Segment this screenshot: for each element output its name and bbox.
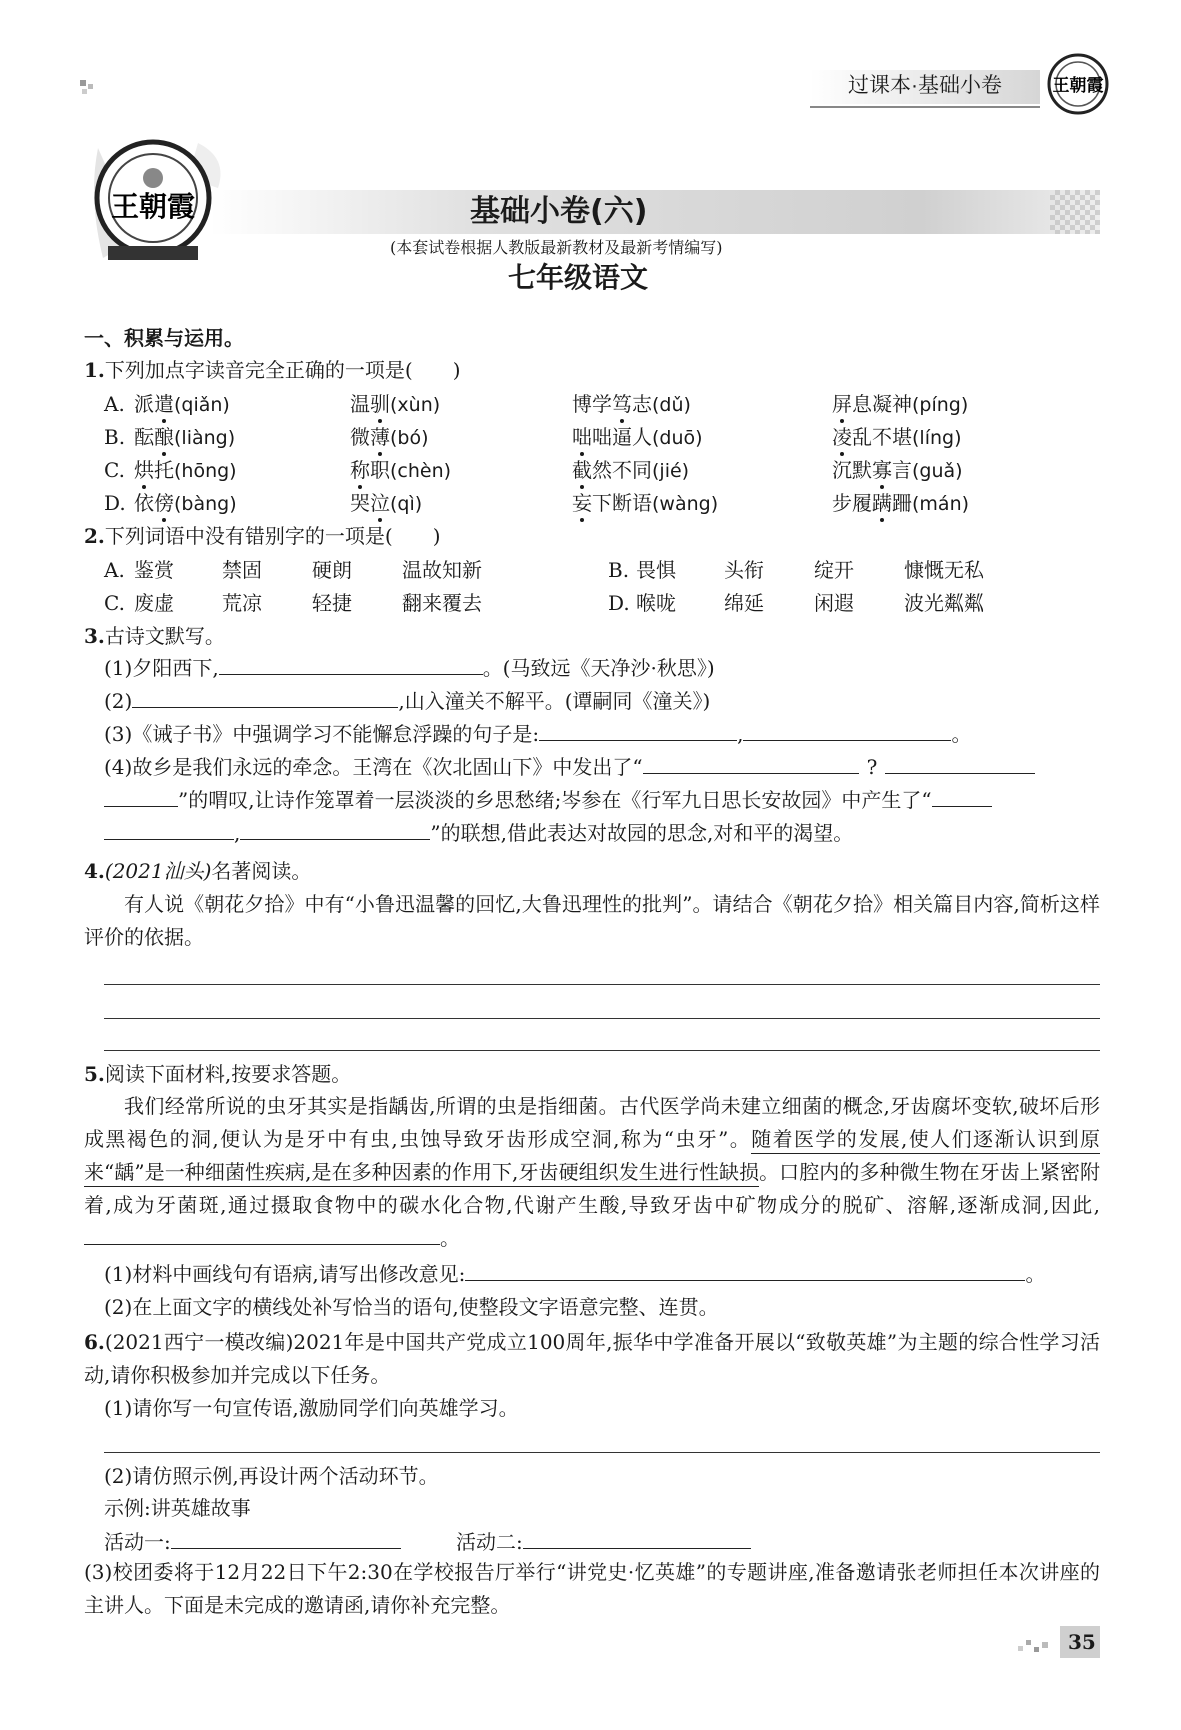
title-main: 基础小卷(六) — [470, 194, 648, 229]
section-heading: 一、积累与运用。 — [84, 326, 244, 350]
q2-word: 头衔 — [724, 558, 764, 582]
q1-word-item: 哭泣(qì) — [350, 491, 423, 515]
q2-number: 2. — [84, 524, 105, 548]
q6-stem — [84, 1326, 1100, 1392]
q3-stem — [84, 624, 225, 648]
q1-word-item: 微薄(bó) — [350, 425, 429, 449]
title-grade-subject: 七年级语文 — [508, 261, 649, 294]
dotted-char: 傍 — [154, 491, 174, 515]
q3-sub4-suffix: ”的联想,借此表达对故园的思念,对和平的渴望。 — [430, 821, 854, 845]
q6-sub1-answer-line[interactable] — [104, 1452, 1100, 1453]
q2-option-label[interactable]: B. — [608, 558, 630, 582]
q3-number: 3. — [84, 624, 105, 648]
q3-sub2-prefix: (2) — [104, 689, 133, 713]
dotted-char: 遣 — [154, 392, 174, 416]
pinyin: (liàng) — [174, 427, 236, 449]
q2-stem — [84, 524, 441, 548]
q5-sub2: (2)在上面文字的横线处补写恰当的语句,使整段文字语意完整、连贯。 — [104, 1295, 719, 1319]
q6-number: 6. — [84, 1330, 105, 1354]
q1-word-item: 依傍(bàng) — [134, 491, 237, 515]
pinyin: (bó) — [390, 427, 429, 449]
q1-word-item: 温驯(xùn) — [350, 392, 441, 416]
q3-sub1-blank[interactable] — [219, 656, 483, 675]
q3-sub4-prefix: (4)故乡是我们永远的牵念。王湾在《次北固山下》中发出了“ — [104, 755, 643, 779]
q6-activity-1 — [104, 1530, 401, 1554]
footer-deco — [1018, 1638, 1054, 1654]
q3-sub3-prefix: (3)《诫子书》中强调学习不能懈怠浮躁的句子是: — [104, 722, 540, 746]
q3-sub1-prefix: (1)夕阳西下, — [104, 656, 219, 680]
q6-activity-1-blank[interactable] — [171, 1530, 401, 1549]
dotted-char: 屏 — [832, 392, 852, 416]
q5-passage — [84, 1090, 1100, 1255]
pinyin: (hōng) — [174, 460, 237, 482]
q5-sub1-text: (1)材料中画线句有语病,请写出修改意见: — [104, 1262, 466, 1286]
q1-option-label[interactable]: C. — [104, 458, 125, 482]
pinyin: (qiǎn) — [174, 394, 230, 416]
q1-option-label[interactable]: A. — [104, 392, 125, 416]
q1-word-item: 博学笃志(dǔ) — [572, 392, 691, 416]
q4-answer-line-2[interactable] — [104, 1018, 1100, 1019]
q2-option-label[interactable]: A. — [104, 558, 125, 582]
page-number: 35 — [1068, 1630, 1096, 1654]
q3-sub4-line3 — [104, 821, 853, 845]
brand-logo-text: 王朝霞 — [110, 190, 196, 223]
q2-word: 闲遐 — [814, 591, 854, 615]
q3-sub4-comma: , — [234, 821, 241, 845]
q5-passage-part-b: 。口腔内的多种微生物在牙齿上紧密附着,成为牙菌斑,通过摄取食物中的碳水化合物,代谢产生酸,导致牙齿中矿物成分的脱矿、溶解,逐渐成洞,因此, — [84, 1160, 1100, 1217]
q3-sub4-blank-3b[interactable] — [104, 821, 234, 840]
q1-word-item: 步履蹒跚(mán) — [832, 491, 970, 515]
q5-passage-part-a: 我们经常所说的虫牙其实是指龋齿,所谓的虫是指细菌。古代医学尚未建立细菌的概念,牙齿腐坏变软,破坏后形成黑褐色的洞,便认为是牙中有虫,虫蚀导致牙齿形成空洞,称为“虫牙”。 — [84, 1094, 1100, 1151]
q1-number: 1. — [84, 358, 105, 382]
pinyin: (duō) — [652, 427, 703, 449]
q6-activity-2-blank[interactable] — [523, 1530, 751, 1549]
q4-stem — [84, 859, 311, 883]
q3-sub4-blank-1[interactable] — [643, 755, 859, 774]
q3-sub2-suffix: ,山入潼关不解平。(谭嗣同《潼关》) — [398, 689, 711, 713]
header-logo — [1046, 52, 1110, 116]
q3-sub1-suffix: 。(马致远《天净沙·秋思》) — [482, 656, 715, 680]
pinyin: (chèn) — [390, 460, 452, 482]
q6-stem-text: 2021年是中国共产党成立100周年,振华中学准备开展以“致敬英雄”为主题的综合性学习活动,请你积极参加并完成以下任务。 — [84, 1330, 1100, 1387]
header-corner-deco — [80, 80, 96, 96]
q2-stem-text: 下列词语中没有错别字的一项是( ) — [104, 524, 441, 548]
q5-number: 5. — [84, 1062, 105, 1086]
q1-word-item: 酝酿(liàng) — [134, 425, 236, 449]
q3-sub3-blank-1[interactable] — [539, 722, 737, 741]
q4-answer-line-1[interactable] — [104, 984, 1100, 985]
dotted-char: 寡 — [872, 458, 892, 482]
q2-word: 荒凉 — [222, 591, 262, 615]
q1-word-item: 截然不同(jié) — [572, 458, 690, 482]
q4-stem-text: 名著阅读。 — [211, 859, 312, 883]
q3-sub4-blank-4[interactable] — [240, 821, 430, 840]
dotted-char: 蹒 — [872, 491, 892, 515]
q2-word: 禁固 — [222, 558, 262, 582]
q3-sub2 — [104, 689, 710, 713]
q6-activity-1-label: 活动一: — [104, 1530, 171, 1554]
pinyin: (píng) — [912, 394, 969, 416]
q2-word: 绽开 — [814, 558, 854, 582]
q1-stem — [84, 358, 461, 382]
q1-option-label[interactable]: B. — [104, 425, 126, 449]
q5-sub1 — [104, 1262, 1045, 1286]
q3-stem-text: 古诗文默写。 — [104, 624, 225, 648]
pinyin: (guǎ) — [912, 460, 963, 482]
pinyin: (qì) — [390, 493, 423, 515]
q3-sub4-blank-3a[interactable] — [932, 788, 992, 807]
q3-sub4-middle: ”的喟叹,让诗作笼罩着一层淡淡的乡思愁绪;岑参在《行军九日思长安故园》中产生了“ — [178, 788, 932, 812]
dotted-char: 烘 — [134, 458, 154, 482]
q6-source: (2021西宁一模改编) — [104, 1330, 294, 1354]
q3-sub3-end: 。 — [951, 722, 972, 746]
q1-word-item: 称职(chèn) — [350, 458, 452, 482]
q2-word: 翻来覆去 — [402, 591, 482, 615]
q2-word: 喉咙 — [636, 591, 676, 615]
q3-sub2-blank[interactable] — [132, 689, 398, 708]
q3-sub4-line1 — [104, 755, 1035, 779]
pinyin: (wàng) — [652, 493, 719, 515]
q5-sub1-end: 。 — [1025, 1262, 1046, 1286]
q6-sub3: (3)校团委将于12月22日下午2:30在学校报告厅举行“讲党史·忆英雄”的专题讲座,准备邀请张老师担任本次讲座的主讲人。下面是未完成的邀请函,请你补充完整。 — [84, 1560, 1100, 1617]
q6-activity-2-label: 活动二: — [456, 1530, 523, 1554]
q2-word: 鉴赏 — [134, 558, 174, 582]
title-banner-checker — [1050, 190, 1100, 234]
q3-sub3-comma: , — [737, 722, 744, 746]
q4-source: (2021汕头) — [104, 859, 212, 883]
q1-word-item: 烘托(hōng) — [134, 458, 237, 482]
q5-underlined-sentence: 随着医学的发展,使人们逐渐认识到原来“龋”是一种细菌性疾病,是在多种因素的作用下,牙齿硬组织发生进行性缺损 — [84, 1127, 1100, 1187]
q2-word: 波光粼粼 — [904, 591, 984, 615]
q1-word-item: 凌乱不堪(líng) — [832, 425, 962, 449]
q2-word: 硬朗 — [312, 558, 352, 582]
q3-sub4-question: ? — [866, 755, 878, 779]
header-logo-text: 王朝霞 — [1052, 76, 1104, 96]
q1-word-item: 派遣(qiǎn) — [134, 392, 230, 416]
q1-word-item: 咄咄逼人(duō) — [572, 425, 703, 449]
q5-sub1-blank[interactable] — [465, 1262, 1025, 1281]
q3-sub4-blank-2b[interactable] — [104, 788, 178, 807]
q2-word: 轻捷 — [312, 591, 352, 615]
header-rule — [810, 106, 1040, 108]
q3-sub1 — [104, 656, 715, 680]
q5-stem — [84, 1062, 351, 1086]
title-subtitle: (本套试卷根据人教版最新教材及最新考情编写) — [390, 238, 723, 257]
q5-passage-end: 。 — [440, 1226, 460, 1250]
q3-sub3-blank-2[interactable] — [743, 722, 951, 741]
q3-sub4-line2 — [104, 788, 992, 812]
dotted-char: 笃 — [612, 392, 632, 416]
dotted-char: 凌 — [832, 425, 852, 449]
q6-example: 示例:讲英雄故事 — [104, 1496, 251, 1520]
brand-logo — [78, 118, 228, 268]
dotted-char: 妄 — [572, 491, 592, 515]
q2-word: 畏惧 — [636, 558, 676, 582]
pinyin: (jié) — [652, 460, 690, 482]
dotted-char: 截 — [572, 458, 592, 482]
q2-word: 绵延 — [724, 591, 764, 615]
q2-word: 废虚 — [134, 591, 174, 615]
q5-stem-text: 阅读下面材料,按要求答题。 — [104, 1062, 352, 1086]
dotted-char: 称 — [350, 458, 370, 482]
q6-activity-2 — [456, 1530, 751, 1554]
q2-word: 温故知新 — [402, 558, 482, 582]
dotted-char: 泣 — [370, 491, 390, 515]
dotted-char: 薄 — [370, 425, 390, 449]
q4-body: 有人说《朝花夕拾》中有“小鲁迅温馨的回忆,大鲁迅理性的批判”。请结合《朝花夕拾》相关篇目内容,简析这样评价的依据。 — [84, 892, 1100, 949]
q1-word-item: 妄下断语(wàng) — [572, 491, 719, 515]
q4-answer-line-3[interactable] — [104, 1050, 1100, 1051]
pinyin: (dǔ) — [652, 394, 691, 416]
q6-sub1: (1)请你写一句宣传语,激励同学们向英雄学习。 — [104, 1396, 519, 1420]
q5-passage-blank[interactable] — [84, 1226, 440, 1245]
pinyin: (mán) — [912, 493, 970, 515]
q6-sub2: (2)请仿照示例,再设计两个活动环节。 — [104, 1464, 439, 1488]
pinyin: (xùn) — [390, 394, 441, 416]
dotted-char: 咄 — [572, 425, 592, 449]
q2-option-label[interactable]: D. — [608, 591, 630, 615]
pinyin: (líng) — [912, 427, 962, 449]
q1-stem-text: 下列加点字读音完全正确的一项是( ) — [104, 358, 461, 382]
q1-word-item: 屏息凝神(píng) — [832, 392, 969, 416]
q1-word-item: 沉默寡言(guǎ) — [832, 458, 963, 482]
q3-sub3 — [104, 722, 971, 746]
dotted-char: 驯 — [370, 392, 390, 416]
q2-option-label[interactable]: C. — [104, 591, 125, 615]
q2-word: 慷慨无私 — [904, 558, 984, 582]
q1-option-label[interactable]: D. — [104, 491, 126, 515]
header-series-label: 过课本·基础小卷 — [848, 74, 1002, 97]
dotted-char: 酿 — [154, 425, 174, 449]
pinyin: (bàng) — [174, 493, 237, 515]
q4-number: 4. — [84, 859, 105, 883]
q3-sub4-blank-2a[interactable] — [885, 755, 1035, 774]
title-banner — [210, 190, 1100, 234]
